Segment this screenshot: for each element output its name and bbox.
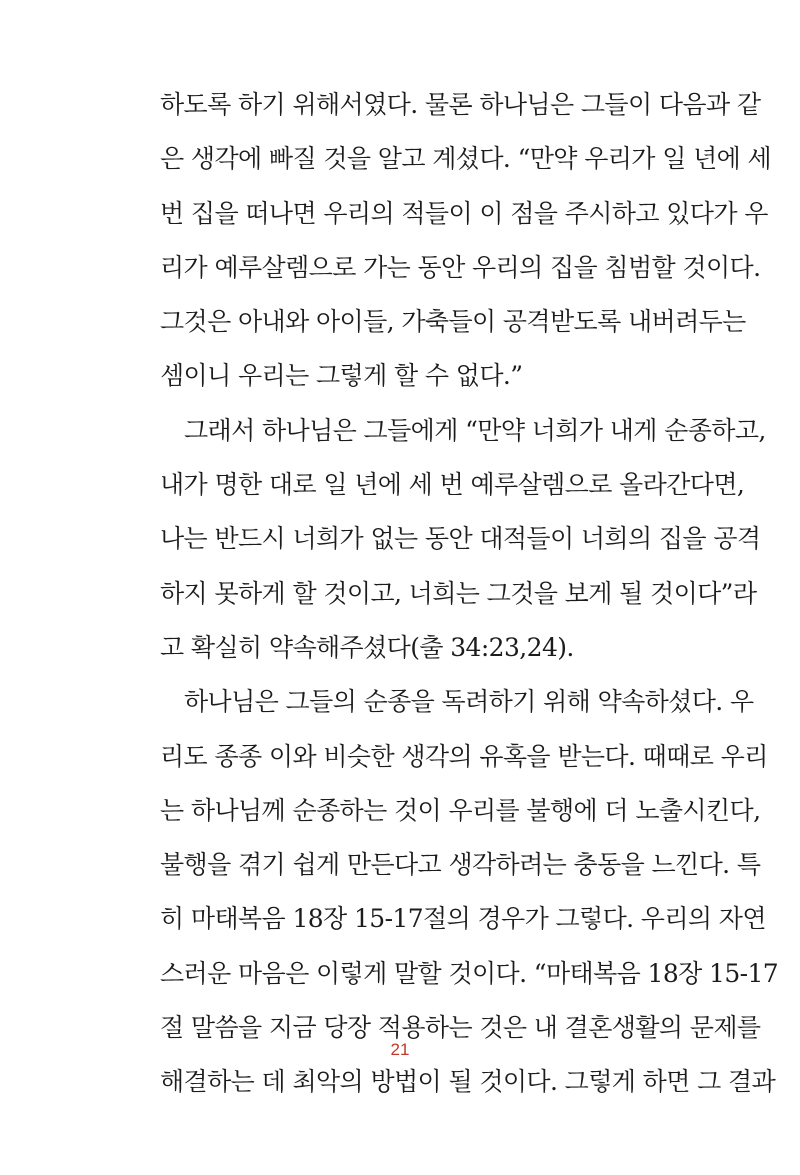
body-text [160, 82, 779, 1114]
text-line: 그것은 아내와 아이들, 가축들이 공격받도록 내버려두는 [160, 307, 746, 337]
text-line: 리가 예루살렘으로 가는 동안 우리의 집을 침범할 것이다. [160, 252, 761, 282]
text-line: 해결하는 데 최악의 방법이 될 것이다. 그렇게 하면 그 결과 [160, 1067, 776, 1097]
text-line: 절 말씀을 지금 당장 적용하는 것은 내 결혼생활의 문제를 [160, 1013, 761, 1043]
text-line: 그래서 하나님은 그들에게 “만약 너희가 내게 순종하고, [184, 415, 766, 445]
text-line: 스러운 마음은 이렇게 말할 것이다. “마태복음 18장 15-17 [160, 958, 779, 988]
paragraph-1 [160, 82, 772, 408]
text-line: 는 하나님께 순종하는 것이 우리를 불행에 더 노출시킨다, [160, 795, 761, 825]
text-line: 나는 반드시 너희가 없는 동안 대적들이 너희의 집을 공격 [160, 524, 761, 554]
text-line: 히 마태복음 18장 15-17절의 경우가 그렇다. 우리의 자연 [160, 904, 766, 934]
text-line: 하나님은 그들의 순종을 독려하기 위해 약속하셨다. 우 [184, 687, 754, 717]
text-line: 불행을 겪기 쉽게 만든다고 생각하려는 충동을 느낀다. 특 [160, 850, 761, 880]
text-line: 고 확실히 약속해주셨다(출 34:23,24). [160, 632, 574, 662]
page-number: 21 [390, 1040, 410, 1059]
paragraph-2 [160, 408, 766, 679]
text-line: 셈이니 우리는 그렇게 할 수 없다.” [160, 361, 523, 391]
text-line: 하지 못하게 할 것이고, 너희는 그것을 보게 될 것이다”라 [160, 578, 757, 608]
text-line: 번 집을 떠나면 우리의 적들이 이 점을 주시하고 있다가 우 [160, 198, 768, 228]
text-line: 은 생각에 빠질 것을 알고 계셨다. “만약 우리가 일 년에 세 [160, 144, 772, 174]
text-line: 내가 명한 대로 일 년에 세 번 예루살렘으로 올라간다면, [160, 470, 745, 500]
text-line: 하도록 하기 위해서였다. 물론 하나님은 그들이 다음과 같 [160, 90, 761, 119]
text-line: 리도 종종 이와 비슷한 생각의 유혹을 받는다. 때때로 우리 [160, 741, 768, 771]
